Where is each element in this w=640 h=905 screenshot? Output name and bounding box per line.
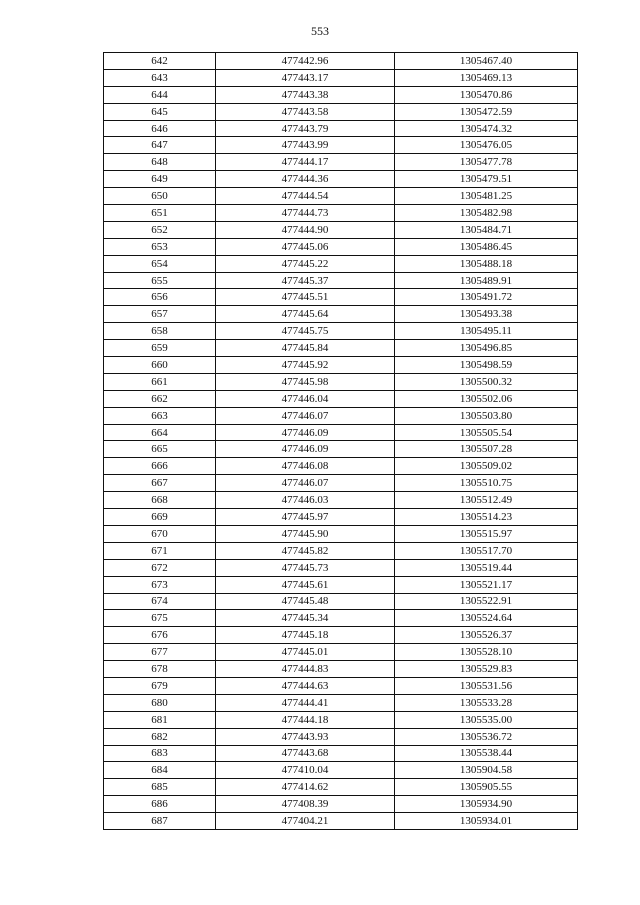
y-coordinate-cell: 1305472.59 (395, 103, 578, 120)
x-coordinate-cell: 477408.39 (216, 796, 395, 813)
point-number-cell: 681 (104, 711, 216, 728)
y-coordinate-cell: 1305515.97 (395, 525, 578, 542)
x-coordinate-cell: 477445.18 (216, 627, 395, 644)
y-coordinate-cell: 1305934.90 (395, 796, 578, 813)
y-coordinate-cell: 1305533.28 (395, 694, 578, 711)
table-row (104, 525, 578, 542)
point-number-cell: 667 (104, 475, 216, 492)
table-row (104, 762, 578, 779)
point-number-cell: 648 (104, 154, 216, 171)
x-coordinate-cell: 477445.37 (216, 272, 395, 289)
point-number-cell: 660 (104, 357, 216, 374)
table-row (104, 424, 578, 441)
point-number-cell: 661 (104, 373, 216, 390)
table-row (104, 576, 578, 593)
y-coordinate-cell: 1305535.00 (395, 711, 578, 728)
table-row (104, 745, 578, 762)
x-coordinate-cell: 477414.62 (216, 779, 395, 796)
x-coordinate-cell: 477444.90 (216, 221, 395, 238)
x-coordinate-cell: 477445.48 (216, 593, 395, 610)
point-number-cell: 645 (104, 103, 216, 120)
table-row (104, 661, 578, 678)
y-coordinate-cell: 1305517.70 (395, 542, 578, 559)
table-row (104, 711, 578, 728)
y-coordinate-cell: 1305904.58 (395, 762, 578, 779)
table-row (104, 357, 578, 374)
point-number-cell: 657 (104, 306, 216, 323)
point-number-cell: 646 (104, 120, 216, 137)
table-row (104, 323, 578, 340)
table-row (104, 238, 578, 255)
y-coordinate-cell: 1305495.11 (395, 323, 578, 340)
table-row (104, 407, 578, 424)
table-row (104, 205, 578, 222)
point-number-cell: 686 (104, 796, 216, 813)
x-coordinate-cell: 477445.75 (216, 323, 395, 340)
point-number-cell: 651 (104, 205, 216, 222)
table-row (104, 306, 578, 323)
y-coordinate-cell: 1305484.71 (395, 221, 578, 238)
page-number: 553 (311, 24, 329, 38)
x-coordinate-cell: 477444.18 (216, 711, 395, 728)
y-coordinate-cell: 1305507.28 (395, 441, 578, 458)
table-row (104, 627, 578, 644)
table-row (104, 492, 578, 509)
y-coordinate-cell: 1305521.17 (395, 576, 578, 593)
point-number-cell: 671 (104, 542, 216, 559)
point-number-cell: 647 (104, 137, 216, 154)
x-coordinate-cell: 477443.99 (216, 137, 395, 154)
y-coordinate-cell: 1305524.64 (395, 610, 578, 627)
point-number-cell: 654 (104, 255, 216, 272)
x-coordinate-cell: 477445.98 (216, 373, 395, 390)
x-coordinate-cell: 477445.90 (216, 525, 395, 542)
y-coordinate-cell: 1305470.86 (395, 86, 578, 103)
x-coordinate-cell: 477445.73 (216, 559, 395, 576)
y-coordinate-cell: 1305522.91 (395, 593, 578, 610)
x-coordinate-cell: 477445.82 (216, 542, 395, 559)
table-row (104, 120, 578, 137)
table-row (104, 458, 578, 475)
x-coordinate-cell: 477446.08 (216, 458, 395, 475)
y-coordinate-cell: 1305502.06 (395, 390, 578, 407)
x-coordinate-cell: 477444.54 (216, 188, 395, 205)
y-coordinate-cell: 1305467.40 (395, 53, 578, 70)
x-coordinate-cell: 477445.22 (216, 255, 395, 272)
y-coordinate-cell: 1305493.38 (395, 306, 578, 323)
x-coordinate-cell: 477444.17 (216, 154, 395, 171)
x-coordinate-cell: 477444.73 (216, 205, 395, 222)
y-coordinate-cell: 1305482.98 (395, 205, 578, 222)
table-row (104, 340, 578, 357)
table-row (104, 559, 578, 576)
y-coordinate-cell: 1305536.72 (395, 728, 578, 745)
table-row (104, 779, 578, 796)
x-coordinate-cell: 477443.17 (216, 69, 395, 86)
x-coordinate-cell: 477445.92 (216, 357, 395, 374)
point-number-cell: 682 (104, 728, 216, 745)
x-coordinate-cell: 477445.51 (216, 289, 395, 306)
point-number-cell: 663 (104, 407, 216, 424)
x-coordinate-cell: 477443.58 (216, 103, 395, 120)
y-coordinate-cell: 1305477.78 (395, 154, 578, 171)
y-coordinate-cell: 1305512.49 (395, 492, 578, 509)
table-row (104, 103, 578, 120)
x-coordinate-cell: 477445.01 (216, 644, 395, 661)
table-row (104, 289, 578, 306)
y-coordinate-cell: 1305496.85 (395, 340, 578, 357)
y-coordinate-cell: 1305526.37 (395, 627, 578, 644)
x-coordinate-cell: 477443.68 (216, 745, 395, 762)
table-row (104, 644, 578, 661)
point-number-cell: 670 (104, 525, 216, 542)
point-number-cell: 642 (104, 53, 216, 70)
point-number-cell: 653 (104, 238, 216, 255)
point-number-cell: 644 (104, 86, 216, 103)
y-coordinate-cell: 1305481.25 (395, 188, 578, 205)
y-coordinate-cell: 1305934.01 (395, 813, 578, 830)
y-coordinate-cell: 1305505.54 (395, 424, 578, 441)
y-coordinate-cell: 1305488.18 (395, 255, 578, 272)
x-coordinate-cell: 477446.07 (216, 475, 395, 492)
x-coordinate-cell: 477444.36 (216, 171, 395, 188)
table-row (104, 593, 578, 610)
point-number-cell: 679 (104, 677, 216, 694)
table-row (104, 441, 578, 458)
x-coordinate-cell: 477444.41 (216, 694, 395, 711)
x-coordinate-cell: 477445.97 (216, 509, 395, 526)
y-coordinate-cell: 1305519.44 (395, 559, 578, 576)
y-coordinate-cell: 1305514.23 (395, 509, 578, 526)
point-number-cell: 658 (104, 323, 216, 340)
table-row (104, 542, 578, 559)
table-row (104, 272, 578, 289)
point-number-cell: 655 (104, 272, 216, 289)
y-coordinate-cell: 1305528.10 (395, 644, 578, 661)
x-coordinate-cell: 477446.07 (216, 407, 395, 424)
y-coordinate-cell: 1305905.55 (395, 779, 578, 796)
point-number-cell: 665 (104, 441, 216, 458)
point-number-cell: 664 (104, 424, 216, 441)
table-row (104, 53, 578, 70)
point-number-cell: 675 (104, 610, 216, 627)
table-row (104, 509, 578, 526)
point-number-cell: 659 (104, 340, 216, 357)
table-body (104, 53, 578, 830)
y-coordinate-cell: 1305529.83 (395, 661, 578, 678)
table-row (104, 813, 578, 830)
y-coordinate-cell: 1305479.51 (395, 171, 578, 188)
table-row (104, 694, 578, 711)
y-coordinate-cell: 1305491.72 (395, 289, 578, 306)
table-row (104, 728, 578, 745)
point-number-cell: 652 (104, 221, 216, 238)
table-row (104, 221, 578, 238)
x-coordinate-cell: 477442.96 (216, 53, 395, 70)
x-coordinate-cell: 477446.09 (216, 441, 395, 458)
x-coordinate-cell: 477410.04 (216, 762, 395, 779)
table-row (104, 255, 578, 272)
point-number-cell: 643 (104, 69, 216, 86)
point-number-cell: 672 (104, 559, 216, 576)
table-row (104, 154, 578, 171)
table-row (104, 137, 578, 154)
y-coordinate-cell: 1305531.56 (395, 677, 578, 694)
point-number-cell: 673 (104, 576, 216, 593)
point-number-cell: 677 (104, 644, 216, 661)
x-coordinate-cell: 477445.61 (216, 576, 395, 593)
y-coordinate-cell: 1305500.32 (395, 373, 578, 390)
y-coordinate-cell: 1305503.80 (395, 407, 578, 424)
point-number-cell: 680 (104, 694, 216, 711)
point-number-cell: 669 (104, 509, 216, 526)
x-coordinate-cell: 477444.63 (216, 677, 395, 694)
table-row (104, 171, 578, 188)
point-number-cell: 650 (104, 188, 216, 205)
y-coordinate-cell: 1305469.13 (395, 69, 578, 86)
y-coordinate-cell: 1305510.75 (395, 475, 578, 492)
point-number-cell: 684 (104, 762, 216, 779)
x-coordinate-cell: 477443.93 (216, 728, 395, 745)
point-number-cell: 685 (104, 779, 216, 796)
y-coordinate-cell: 1305474.32 (395, 120, 578, 137)
table-row (104, 188, 578, 205)
x-coordinate-cell: 477446.09 (216, 424, 395, 441)
x-coordinate-cell: 477443.79 (216, 120, 395, 137)
y-coordinate-cell: 1305538.44 (395, 745, 578, 762)
point-number-cell: 683 (104, 745, 216, 762)
x-coordinate-cell: 477445.06 (216, 238, 395, 255)
table-row (104, 677, 578, 694)
x-coordinate-cell: 477445.64 (216, 306, 395, 323)
point-number-cell: 674 (104, 593, 216, 610)
x-coordinate-cell: 477446.03 (216, 492, 395, 509)
table-row (104, 86, 578, 103)
point-number-cell: 687 (104, 813, 216, 830)
point-number-cell: 676 (104, 627, 216, 644)
x-coordinate-cell: 477445.84 (216, 340, 395, 357)
x-coordinate-cell: 477445.34 (216, 610, 395, 627)
table-row (104, 69, 578, 86)
table-row (104, 475, 578, 492)
point-number-cell: 656 (104, 289, 216, 306)
table-row (104, 796, 578, 813)
point-number-cell: 666 (104, 458, 216, 475)
point-number-cell: 678 (104, 661, 216, 678)
y-coordinate-cell: 1305489.91 (395, 272, 578, 289)
y-coordinate-cell: 1305476.05 (395, 137, 578, 154)
x-coordinate-cell: 477443.38 (216, 86, 395, 103)
x-coordinate-cell: 477444.83 (216, 661, 395, 678)
table-row (104, 373, 578, 390)
y-coordinate-cell: 1305509.02 (395, 458, 578, 475)
table-row (104, 390, 578, 407)
point-number-cell: 668 (104, 492, 216, 509)
y-coordinate-cell: 1305498.59 (395, 357, 578, 374)
point-number-cell: 662 (104, 390, 216, 407)
y-coordinate-cell: 1305486.45 (395, 238, 578, 255)
coordinates-table (103, 52, 578, 830)
point-number-cell: 649 (104, 171, 216, 188)
x-coordinate-cell: 477446.04 (216, 390, 395, 407)
x-coordinate-cell: 477404.21 (216, 813, 395, 830)
table-row (104, 610, 578, 627)
